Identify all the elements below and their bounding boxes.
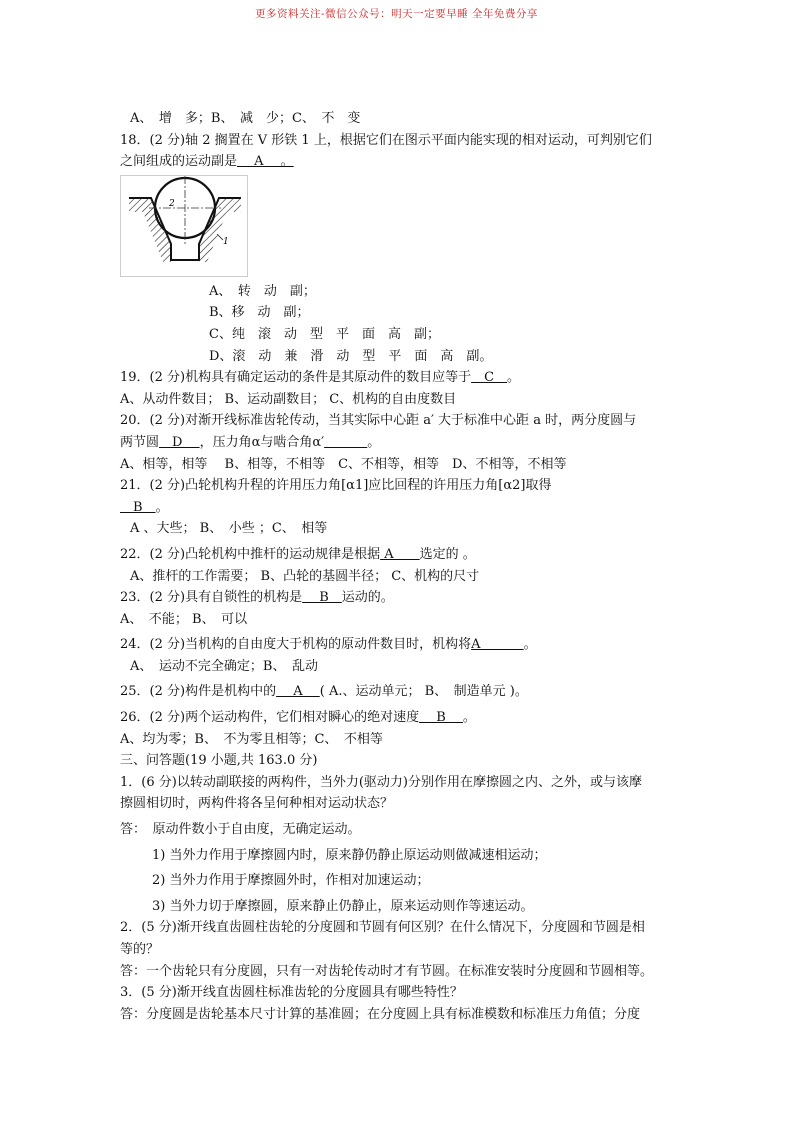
q20-options: A、相等，相等 B、相等，不相等 C、不相等，相等 D、不相等，不相等 (120, 456, 567, 472)
q21-line1: 21．(2 分)凸轮机构升程的许用压力角[α1]应比回程的许用压力角[α2]取得 (120, 478, 552, 494)
q20-line1: 20．(2 分)对渐开线标准齿轮传动，当其实际中心距 a′ 大于标准中心距 a 时，两分度圆与 (120, 413, 637, 429)
q18-option-d: D、滚 动 兼 滑 动 型 平 面 高 副。 (209, 348, 493, 364)
q21-options: A 、大些； B、 小些 ；C、 相等 (130, 521, 328, 537)
qa3-question: 3．(5 分)渐开线直齿圆柱标准齿轮的分度圆具有哪些特性？ (120, 985, 463, 1001)
q24-options: A、 运动不完全确定；B、 乱动 (130, 658, 318, 674)
q21-answer: B (120, 499, 156, 515)
section-3-title: 三、问答题(19 小题,共 163.0 分) (120, 753, 318, 769)
shaft-label: 2 (169, 198, 175, 209)
qa2-answer: 答：一个齿轮只有分度圆，只有一对齿轮传动时才有节圆。在标准安装时分度圆和节圆相等。 (120, 963, 654, 979)
q18-line1: 18．(2 分)轴 2 搁置在 V 形铁 1 上，根据它们在图示平面内能实现的相对运动，可判别它们 (120, 132, 652, 148)
q20-answer: D (159, 434, 200, 450)
q18-option-c: C、纯 滚 动 型 平 面 高 副； (209, 326, 440, 342)
qa1-point-3: 3) 当外力切于摩擦圆，原来静止仍静止，原来运动则作等速运动。 (152, 898, 534, 914)
qa1-line1: 1．(6 分)以转动副联接的两构件，当外力(驱动力)分别作用在摩擦圆之内、之外，或与该摩 (120, 774, 642, 790)
qa3-answer: 答：分度圆是齿轮基本尺寸计算的基准圆；在分度圆上具有标准模数和标准压力角值；分度 (120, 1006, 641, 1022)
q18-option-b: B、移 动 副； (209, 305, 310, 321)
q18-line2: 之间组成的运动副是 A 。 (120, 154, 294, 170)
qa1-line2: 擦圆相切时，两构件将各呈何种相对运动状态？ (120, 796, 394, 812)
q23-answer: B (302, 590, 342, 606)
q17-options: A、 增 多；B、 减 少；C、 不 变 (130, 111, 361, 126)
q25-answer: A (276, 684, 320, 700)
q19-question: 19．(2 分)机构具有确定运动的条件是其原动件的数目应等于 C 。 (120, 370, 521, 386)
q24-question: 24．(2 分)当机构的自由度大于机构的原动件数目时，机构将A 。 (120, 637, 537, 653)
q26-options: A、均为零；B、 不为零且相等；C、 不相等 (120, 731, 383, 747)
qa2-line2: 等的？ (120, 942, 160, 957)
document-body (120, 108, 680, 1025)
q20-line2: 两节圆 D ，压力角α与啮合角α′ 。 (120, 434, 381, 450)
q23-options: A、 不能； B、 可以 (120, 611, 248, 627)
q25-question: 25．(2 分)构件是机构中的 A ( A.、运动单元； B、 制造单元 )。 (120, 684, 528, 700)
qa1-point-2: 2) 当外力作用于摩擦圆外时，作相对加速运动； (152, 873, 430, 889)
q22-question: 22．(2 分)凸轮机构中推杆的运动规律是根据 A 选定的 。 (120, 546, 476, 562)
q26-answer: B (419, 710, 463, 726)
qa1-answer: 答： 原动件数小于自由度，无确定运动。 (120, 822, 361, 838)
qa1-point-1: 1) 当外力作用于摩擦圆内时，原来静仍静止原运动则做减速相运动； (152, 847, 547, 863)
q22-answer: A (380, 546, 420, 562)
q21-line2: B 。 (120, 499, 169, 515)
q26-question: 26．(2 分)两个运动构件，它们相对瞬心的绝对速度 B 。 (120, 710, 476, 726)
v-block-figure (120, 175, 248, 277)
vblock-label: 1 (223, 236, 229, 247)
q18-option-a: A、 转 动 副； (209, 283, 316, 299)
q24-answer: A (471, 637, 524, 653)
q22-options: A、推杆的工作需要； B、凸轮的基圆半径； C、机构的尺寸 (130, 568, 480, 584)
qa2-line1: 2．(5 分)渐开线直齿圆柱齿轮的分度圆和节圆有何区别？在什么情况下，分度圆和节圆是相 (120, 920, 645, 936)
q20-blank (324, 435, 367, 450)
q19-answer: C (471, 370, 508, 386)
q23-question: 23．(2 分)具有自锁性的机构是 B 运动的。 (120, 590, 394, 606)
q18-answer: A 。 (237, 154, 294, 170)
page-header-watermark: 更多资料关注-微信公众号：明天一定要早睡 全年免费分享 (255, 8, 538, 20)
q19-options: A、从动件数目； B、运动副数目； C、机构的自由度数目 (120, 391, 457, 407)
